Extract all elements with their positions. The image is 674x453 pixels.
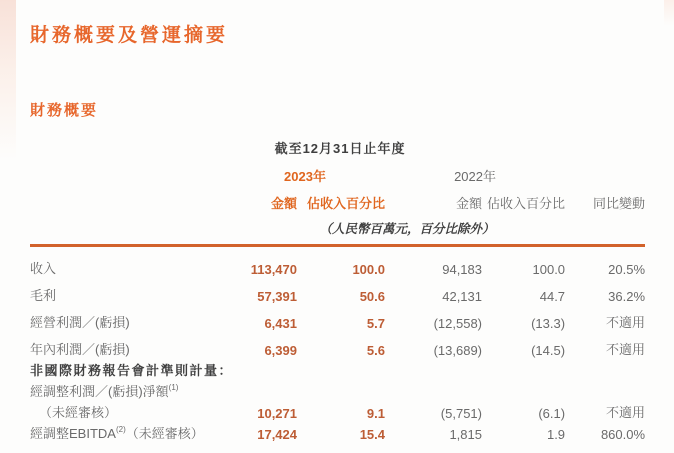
footnote-ref-1: (1) — [168, 382, 179, 392]
page-edge-watermark — [0, 0, 16, 160]
pct-2023: 100.0 — [352, 262, 385, 277]
yoy-change: 不適用 — [606, 342, 646, 357]
pct-2022: (6.1) — [538, 406, 566, 421]
pct-2023: 5.6 — [366, 343, 385, 358]
row-label: 經營利潤／(虧損) — [30, 315, 130, 330]
row-label: 經調整利潤／(虧損)淨額 — [30, 384, 169, 399]
col-amount-2023: 金額 — [270, 196, 297, 211]
yoy-change: 36.2% — [608, 289, 646, 304]
row-label: 毛利 — [30, 288, 57, 303]
amount-2022: 94,183 — [442, 262, 482, 277]
year-2022-header: 2022年 — [454, 169, 496, 184]
table-row-non-ifrs-heading — [30, 358, 645, 379]
unit-note-row — [30, 217, 645, 246]
non-ifrs-heading: 非國際財務報告會計準則計量： — [30, 363, 234, 378]
col-pct-2023: 佔收入百分比 — [306, 196, 385, 211]
table-row-adjusted-ebitda — [30, 421, 645, 442]
pct-2023: 5.7 — [366, 316, 385, 331]
yoy-change: 860.0% — [600, 427, 646, 442]
page-edge-watermark-right — [664, 0, 674, 26]
period-header: 截至12月31日止年度 — [274, 141, 406, 156]
col-pct-2022: 佔收入百分比 — [487, 196, 566, 211]
year-2023-header: 2023年 — [284, 169, 326, 184]
table-row-revenue — [30, 246, 645, 278]
amount-2022: 42,131 — [442, 289, 482, 304]
yoy-change: 不適用 — [606, 405, 646, 420]
amount-2022: 1,815 — [449, 427, 482, 442]
year-header-row — [30, 166, 645, 193]
unit-note: （人民幣百萬元，百分比除外） — [319, 222, 495, 236]
footnote-ref-2: (2) — [115, 424, 126, 434]
amount-2023: 57,391 — [257, 289, 297, 304]
amount-2022: (13,689) — [433, 343, 482, 358]
amount-2023: 6,431 — [264, 316, 297, 331]
row-label: 年內利潤／(虧損) — [30, 342, 130, 357]
financial-summary-table — [30, 138, 645, 442]
row-label: 收入 — [30, 261, 57, 276]
table-row-profit-for-year — [30, 331, 645, 358]
pct-2023: 9.1 — [366, 406, 385, 421]
amount-2023: 17,424 — [257, 427, 297, 442]
amount-2023: 10,271 — [257, 406, 297, 421]
table-row-gross-profit — [30, 277, 645, 304]
pct-2022: 1.9 — [546, 427, 566, 442]
pct-2022: 100.0 — [532, 262, 566, 277]
pct-2023: 15.4 — [359, 427, 385, 442]
col-yoy: 同比變動 — [593, 196, 646, 211]
row-label: 經調整EBITDA — [30, 426, 116, 441]
column-header-row — [30, 193, 645, 217]
amount-2023: 6,399 — [264, 343, 297, 358]
page-title: 財務概要及營運摘要 — [30, 25, 229, 46]
table-row-adjusted-net-profit-label — [30, 379, 645, 400]
amount-2023: 113,470 — [250, 262, 297, 277]
pct-2022: (14.5) — [531, 343, 566, 358]
period-header-row — [30, 138, 645, 166]
pct-2022: 44.7 — [539, 289, 566, 304]
col-amount-2022: 金額 — [455, 196, 482, 211]
yoy-change: 不適用 — [606, 315, 646, 330]
row-label: （未經審核） — [39, 405, 118, 420]
amount-2022: (5,751) — [440, 406, 482, 421]
row-label-suffix: （未經審核） — [125, 426, 204, 441]
pct-2023: 50.6 — [359, 289, 385, 304]
pct-2022: (13.3) — [531, 316, 566, 331]
table-row-operating-profit — [30, 304, 645, 331]
table-row-adjusted-net-profit-values — [30, 400, 645, 421]
amount-2022: (12,558) — [433, 316, 482, 331]
yoy-change: 20.5% — [608, 262, 646, 277]
section-title: 財務概要 — [30, 102, 99, 119]
